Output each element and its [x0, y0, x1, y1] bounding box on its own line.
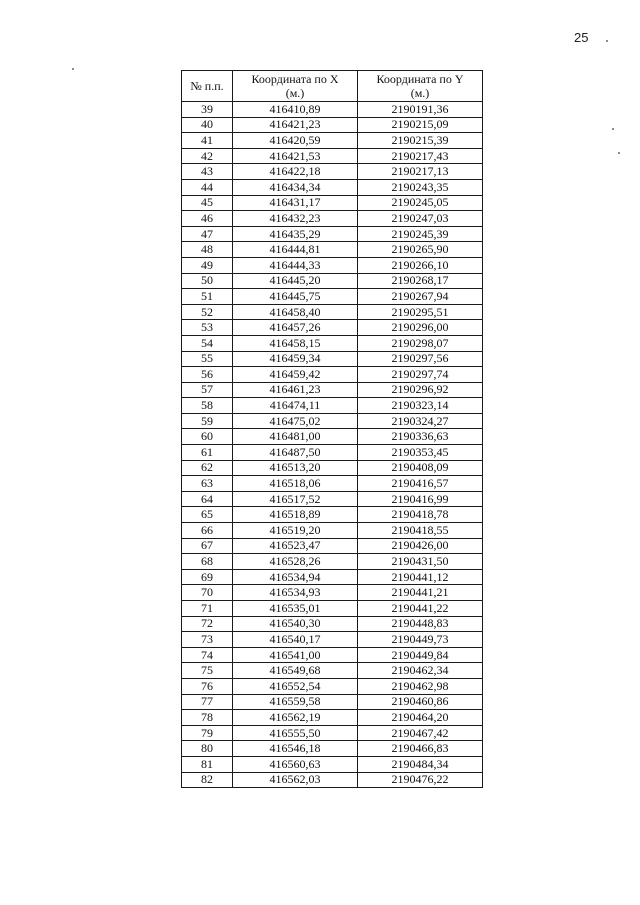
y-coordinate: 2190416,99 [358, 491, 483, 507]
y-coordinate: 2190448,83 [358, 616, 483, 632]
x-coordinate: 416444,33 [233, 257, 358, 273]
x-coordinate: 416459,42 [233, 367, 358, 383]
point-number: 81 [182, 756, 233, 772]
scan-speck [618, 152, 620, 154]
table-row [182, 445, 483, 461]
x-coordinate: 416519,20 [233, 523, 358, 539]
y-coordinate: 2190215,09 [358, 117, 483, 133]
point-number: 73 [182, 632, 233, 648]
point-number: 48 [182, 242, 233, 258]
point-number: 47 [182, 226, 233, 242]
y-coordinate: 2190323,14 [358, 398, 483, 414]
y-coordinate: 2190416,57 [358, 476, 483, 492]
header-x-unit: (м.) [285, 86, 305, 100]
table-row [182, 179, 483, 195]
y-coordinate: 2190267,94 [358, 289, 483, 305]
header-index [182, 71, 233, 102]
y-coordinate: 2190245,39 [358, 226, 483, 242]
x-coordinate: 416540,30 [233, 616, 358, 632]
point-number: 63 [182, 476, 233, 492]
table-row [182, 413, 483, 429]
header-x-label: Координата по X [251, 72, 339, 86]
x-coordinate: 416541,00 [233, 647, 358, 663]
table-header-row [182, 71, 483, 102]
table-row [182, 117, 483, 133]
table-row [182, 148, 483, 164]
table-row [182, 335, 483, 351]
table-row [182, 601, 483, 617]
x-coordinate: 416445,75 [233, 289, 358, 305]
y-coordinate: 2190462,34 [358, 663, 483, 679]
table-row [182, 663, 483, 679]
table-row [182, 398, 483, 414]
y-coordinate: 2190484,34 [358, 756, 483, 772]
table-row [182, 257, 483, 273]
y-coordinate: 2190431,50 [358, 554, 483, 570]
y-coordinate: 2190266,10 [358, 257, 483, 273]
point-number: 41 [182, 133, 233, 149]
x-coordinate: 416458,15 [233, 335, 358, 351]
table-row [182, 538, 483, 554]
y-coordinate: 2190217,13 [358, 164, 483, 180]
scan-speck [72, 68, 74, 70]
y-coordinate: 2190441,22 [358, 601, 483, 617]
table-row [182, 585, 483, 601]
table-row [182, 102, 483, 118]
x-coordinate: 416458,40 [233, 304, 358, 320]
y-coordinate: 2190418,78 [358, 507, 483, 523]
x-coordinate: 416481,00 [233, 429, 358, 445]
y-coordinate: 2190466,83 [358, 741, 483, 757]
point-number: 70 [182, 585, 233, 601]
x-coordinate: 416459,34 [233, 351, 358, 367]
y-coordinate: 2190215,39 [358, 133, 483, 149]
x-coordinate: 416549,68 [233, 663, 358, 679]
header-y-unit: (м.) [410, 86, 430, 100]
table-row [182, 772, 483, 788]
x-coordinate: 416421,23 [233, 117, 358, 133]
point-number: 64 [182, 491, 233, 507]
x-coordinate: 416562,03 [233, 772, 358, 788]
y-coordinate: 2190408,09 [358, 460, 483, 476]
y-coordinate: 2190298,07 [358, 335, 483, 351]
point-number: 75 [182, 663, 233, 679]
coordinates-table [181, 70, 483, 788]
point-number: 45 [182, 195, 233, 211]
x-coordinate: 416562,19 [233, 710, 358, 726]
point-number: 76 [182, 678, 233, 694]
table-row [182, 133, 483, 149]
x-coordinate: 416546,18 [233, 741, 358, 757]
table-row [182, 242, 483, 258]
x-coordinate: 416518,89 [233, 507, 358, 523]
table-row [182, 632, 483, 648]
x-coordinate: 416535,01 [233, 601, 358, 617]
point-number: 57 [182, 382, 233, 398]
table-row [182, 226, 483, 242]
point-number: 43 [182, 164, 233, 180]
point-number: 80 [182, 741, 233, 757]
header-y [358, 71, 483, 102]
table-row [182, 382, 483, 398]
table-row [182, 273, 483, 289]
table-row [182, 647, 483, 663]
point-number: 58 [182, 398, 233, 414]
table-row [182, 460, 483, 476]
table-row [182, 725, 483, 741]
x-coordinate: 416518,06 [233, 476, 358, 492]
table-row [182, 195, 483, 211]
scan-speck [612, 128, 614, 130]
header-index-label: № п.п. [190, 79, 224, 93]
y-coordinate: 2190297,74 [358, 367, 483, 383]
y-coordinate: 2190245,05 [358, 195, 483, 211]
point-number: 46 [182, 211, 233, 227]
table-row [182, 616, 483, 632]
table-row [182, 523, 483, 539]
x-coordinate: 416540,17 [233, 632, 358, 648]
scan-speck [606, 40, 608, 42]
x-coordinate: 416534,94 [233, 569, 358, 585]
y-coordinate: 2190295,51 [358, 304, 483, 320]
x-coordinate: 416474,11 [233, 398, 358, 414]
y-coordinate: 2190268,17 [358, 273, 483, 289]
x-coordinate: 416513,20 [233, 460, 358, 476]
point-number: 68 [182, 554, 233, 570]
y-coordinate: 2190467,42 [358, 725, 483, 741]
point-number: 55 [182, 351, 233, 367]
table-row [182, 491, 483, 507]
point-number: 79 [182, 725, 233, 741]
y-coordinate: 2190441,21 [358, 585, 483, 601]
x-coordinate: 416445,20 [233, 273, 358, 289]
y-coordinate: 2190462,98 [358, 678, 483, 694]
table-row [182, 351, 483, 367]
point-number: 78 [182, 710, 233, 726]
y-coordinate: 2190464,20 [358, 710, 483, 726]
point-number: 66 [182, 523, 233, 539]
point-number: 49 [182, 257, 233, 273]
table-row [182, 569, 483, 585]
y-coordinate: 2190243,35 [358, 179, 483, 195]
x-coordinate: 416422,18 [233, 164, 358, 180]
header-x [233, 71, 358, 102]
table-row [182, 429, 483, 445]
y-coordinate: 2190336,63 [358, 429, 483, 445]
point-number: 62 [182, 460, 233, 476]
point-number: 74 [182, 647, 233, 663]
x-coordinate: 416534,93 [233, 585, 358, 601]
point-number: 56 [182, 367, 233, 383]
page-number: 25 [574, 30, 589, 45]
point-number: 77 [182, 694, 233, 710]
table-row [182, 289, 483, 305]
y-coordinate: 2190297,56 [358, 351, 483, 367]
x-coordinate: 416421,53 [233, 148, 358, 164]
point-number: 53 [182, 320, 233, 336]
table-row [182, 756, 483, 772]
point-number: 69 [182, 569, 233, 585]
y-coordinate: 2190418,55 [358, 523, 483, 539]
table-row [182, 304, 483, 320]
y-coordinate: 2190296,92 [358, 382, 483, 398]
table-row [182, 741, 483, 757]
y-coordinate: 2190296,00 [358, 320, 483, 336]
x-coordinate: 416560,63 [233, 756, 358, 772]
y-coordinate: 2190449,73 [358, 632, 483, 648]
point-number: 67 [182, 538, 233, 554]
x-coordinate: 416434,34 [233, 179, 358, 195]
point-number: 52 [182, 304, 233, 320]
y-coordinate: 2190247,03 [358, 211, 483, 227]
point-number: 40 [182, 117, 233, 133]
x-coordinate: 416523,47 [233, 538, 358, 554]
y-coordinate: 2190217,43 [358, 148, 483, 164]
table-row [182, 694, 483, 710]
y-coordinate: 2190441,12 [358, 569, 483, 585]
point-number: 51 [182, 289, 233, 305]
y-coordinate: 2190191,36 [358, 102, 483, 118]
point-number: 42 [182, 148, 233, 164]
table-row [182, 476, 483, 492]
point-number: 82 [182, 772, 233, 788]
x-coordinate: 416487,50 [233, 445, 358, 461]
x-coordinate: 416431,17 [233, 195, 358, 211]
point-number: 71 [182, 601, 233, 617]
x-coordinate: 416420,59 [233, 133, 358, 149]
table-row [182, 320, 483, 336]
point-number: 59 [182, 413, 233, 429]
point-number: 72 [182, 616, 233, 632]
table-row [182, 554, 483, 570]
point-number: 61 [182, 445, 233, 461]
x-coordinate: 416528,26 [233, 554, 358, 570]
point-number: 60 [182, 429, 233, 445]
x-coordinate: 416435,29 [233, 226, 358, 242]
table-row [182, 678, 483, 694]
point-number: 50 [182, 273, 233, 289]
y-coordinate: 2190460,86 [358, 694, 483, 710]
table-row [182, 507, 483, 523]
point-number: 44 [182, 179, 233, 195]
x-coordinate: 416432,23 [233, 211, 358, 227]
y-coordinate: 2190353,45 [358, 445, 483, 461]
point-number: 54 [182, 335, 233, 351]
table-row [182, 164, 483, 180]
x-coordinate: 416517,52 [233, 491, 358, 507]
x-coordinate: 416552,54 [233, 678, 358, 694]
table-row [182, 211, 483, 227]
table-row [182, 710, 483, 726]
x-coordinate: 416461,23 [233, 382, 358, 398]
x-coordinate: 416475,02 [233, 413, 358, 429]
x-coordinate: 416555,50 [233, 725, 358, 741]
y-coordinate: 2190324,27 [358, 413, 483, 429]
x-coordinate: 416444,81 [233, 242, 358, 258]
x-coordinate: 416457,26 [233, 320, 358, 336]
point-number: 65 [182, 507, 233, 523]
header-y-label: Координата по Y [376, 72, 464, 86]
y-coordinate: 2190265,90 [358, 242, 483, 258]
x-coordinate: 416559,58 [233, 694, 358, 710]
x-coordinate: 416410,89 [233, 102, 358, 118]
y-coordinate: 2190476,22 [358, 772, 483, 788]
y-coordinate: 2190426,00 [358, 538, 483, 554]
y-coordinate: 2190449,84 [358, 647, 483, 663]
table-row [182, 367, 483, 383]
point-number: 39 [182, 102, 233, 118]
